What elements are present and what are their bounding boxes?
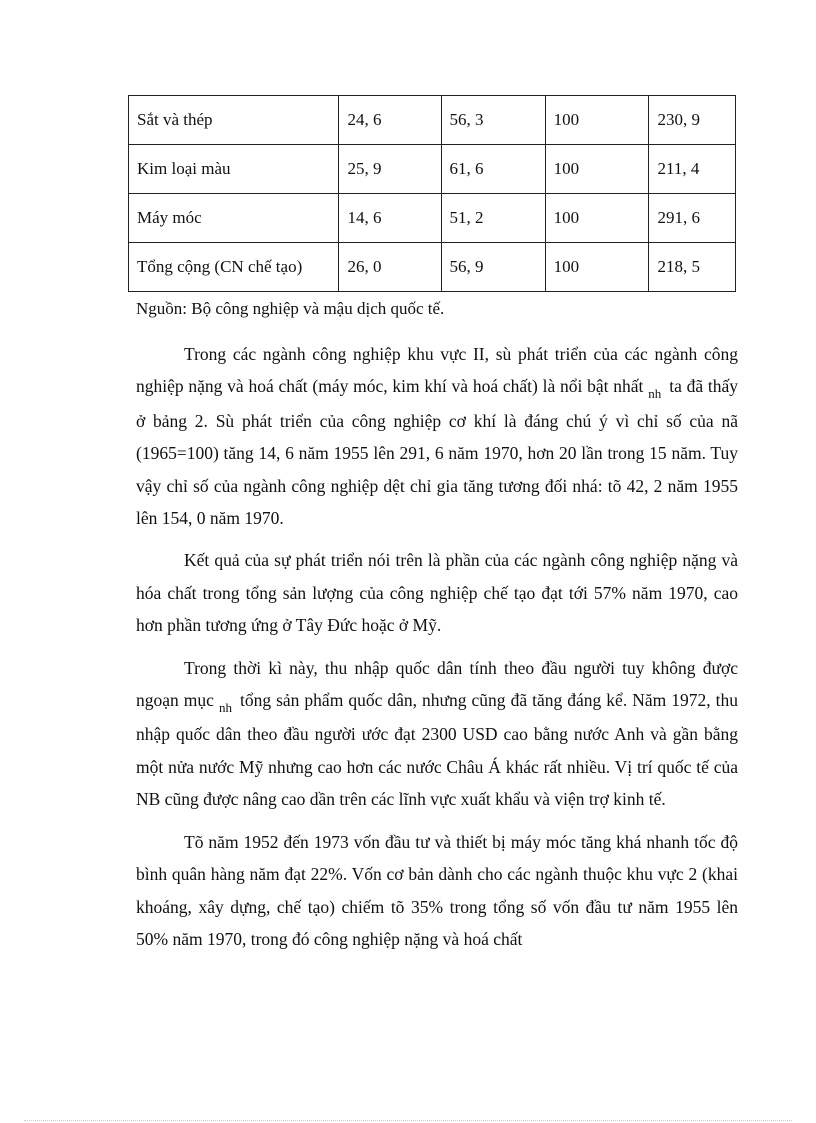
table-cell: 25, 9 [339,145,441,194]
industry-index-table [128,95,736,292]
paragraph: Tõ năm 1952 đến 1973 vốn đầu tư và thiết bị máy móc tăng khá nhanh tốc độ bình quân hàng năm đạt 22%. Vốn cơ bản dành cho các ngành thuộc khu vực 2 (khai khoáng, xây dựng, chế tạo) chiếm tõ 35% trong tổng số vốn đầu tư năm 1955 lên 50% năm 1970, trong đó công nghiệp nặng và hoá chất [136,831,738,949]
table-row [129,243,736,292]
table-cell: 218, 5 [649,243,736,292]
table-cell: 56, 9 [441,243,545,292]
table-cell: 100 [545,145,649,194]
table-cell: 26, 0 [339,243,441,292]
paragraph-text: Trong thời kì này, thu nhập quốc dân tính theo đầu người tuy không được ngoạn mục [136,657,738,711]
paragraph [136,652,738,816]
table-cell: Máy móc [129,194,339,243]
table-row [129,96,736,145]
paragraph: Kết quả của sự phát triển nói trên là phần của các ngành công nghiệp nặng và hóa chất trong tổng sản lượng của công nghiệp chế tạo đạt tới 57% năm 1970, cao hơn phần tương ứng ở Tây Đức hoặc ở Mỹ. [136,550,738,636]
table-cell: 61, 6 [441,145,545,194]
stray-fragment: nh [218,700,232,716]
table-cell: 230, 9 [649,96,736,145]
paragraph [136,338,738,534]
document-body [136,338,738,965]
table-cell: 14, 6 [339,194,441,243]
page-bottom-divider [24,1120,792,1121]
table-cell: Tổng cộng (CN chế tạo) [129,243,339,292]
table-cell: 211, 4 [649,145,736,194]
table-cell: Sắt và thép [129,96,339,145]
table-cell: 291, 6 [649,194,736,243]
table-cell: Kim loại màu [129,145,339,194]
paragraph-text: ta đã thấy ở bảng 2. Sù phát triển của công nghiệp cơ khí là đáng chú ý vì chỉ số của nã (1965=100) tăng 14, 6 năm 1955 lên 291, 6 năm 1970, hơn 20 lần trong 15 năm. Tuy vậy chỉ số của ngành công nghiệp dệt chỉ gia tăng tương đối nhá: tõ 42, 2 năm 1955 lên 154, 0 năm 1970. [136,376,739,529]
table-cell: 100 [545,194,649,243]
table-cell: 24, 6 [339,96,441,145]
table-source-note: Nguồn: Bộ công nghiệp và mậu dịch quốc tế. [136,299,445,318]
table-cell: 56, 3 [441,96,545,145]
paragraph-text: tổng sản phẩm quốc dân, nhưng cũng đã tăng đáng kể. Năm 1972, thu nhập quốc dân theo đầu người ước đạt 2300 USD cao bằng nước Anh và gần bằng một nửa nước Mỹ nhưng cao hơn các nước Châu Á khác rất nhiều. Vị trí quốc tế của NB cũng được nâng cao dần trên các lĩnh vực xuất khẩu và viện trợ kinh tế. [136,690,739,810]
stray-fragment: nh [648,386,662,402]
table-row [129,194,736,243]
paragraph-text: Trong các ngành công nghiệp khu vực II, sù phát triển của các ngành công nghiệp nặng và hoá chất (máy móc, kim khí và hoá chất) là nổi bật nhất [136,344,738,397]
table-cell: 51, 2 [441,194,545,243]
table-cell: 100 [545,243,649,292]
table-row [129,145,736,194]
table-cell: 100 [545,96,649,145]
